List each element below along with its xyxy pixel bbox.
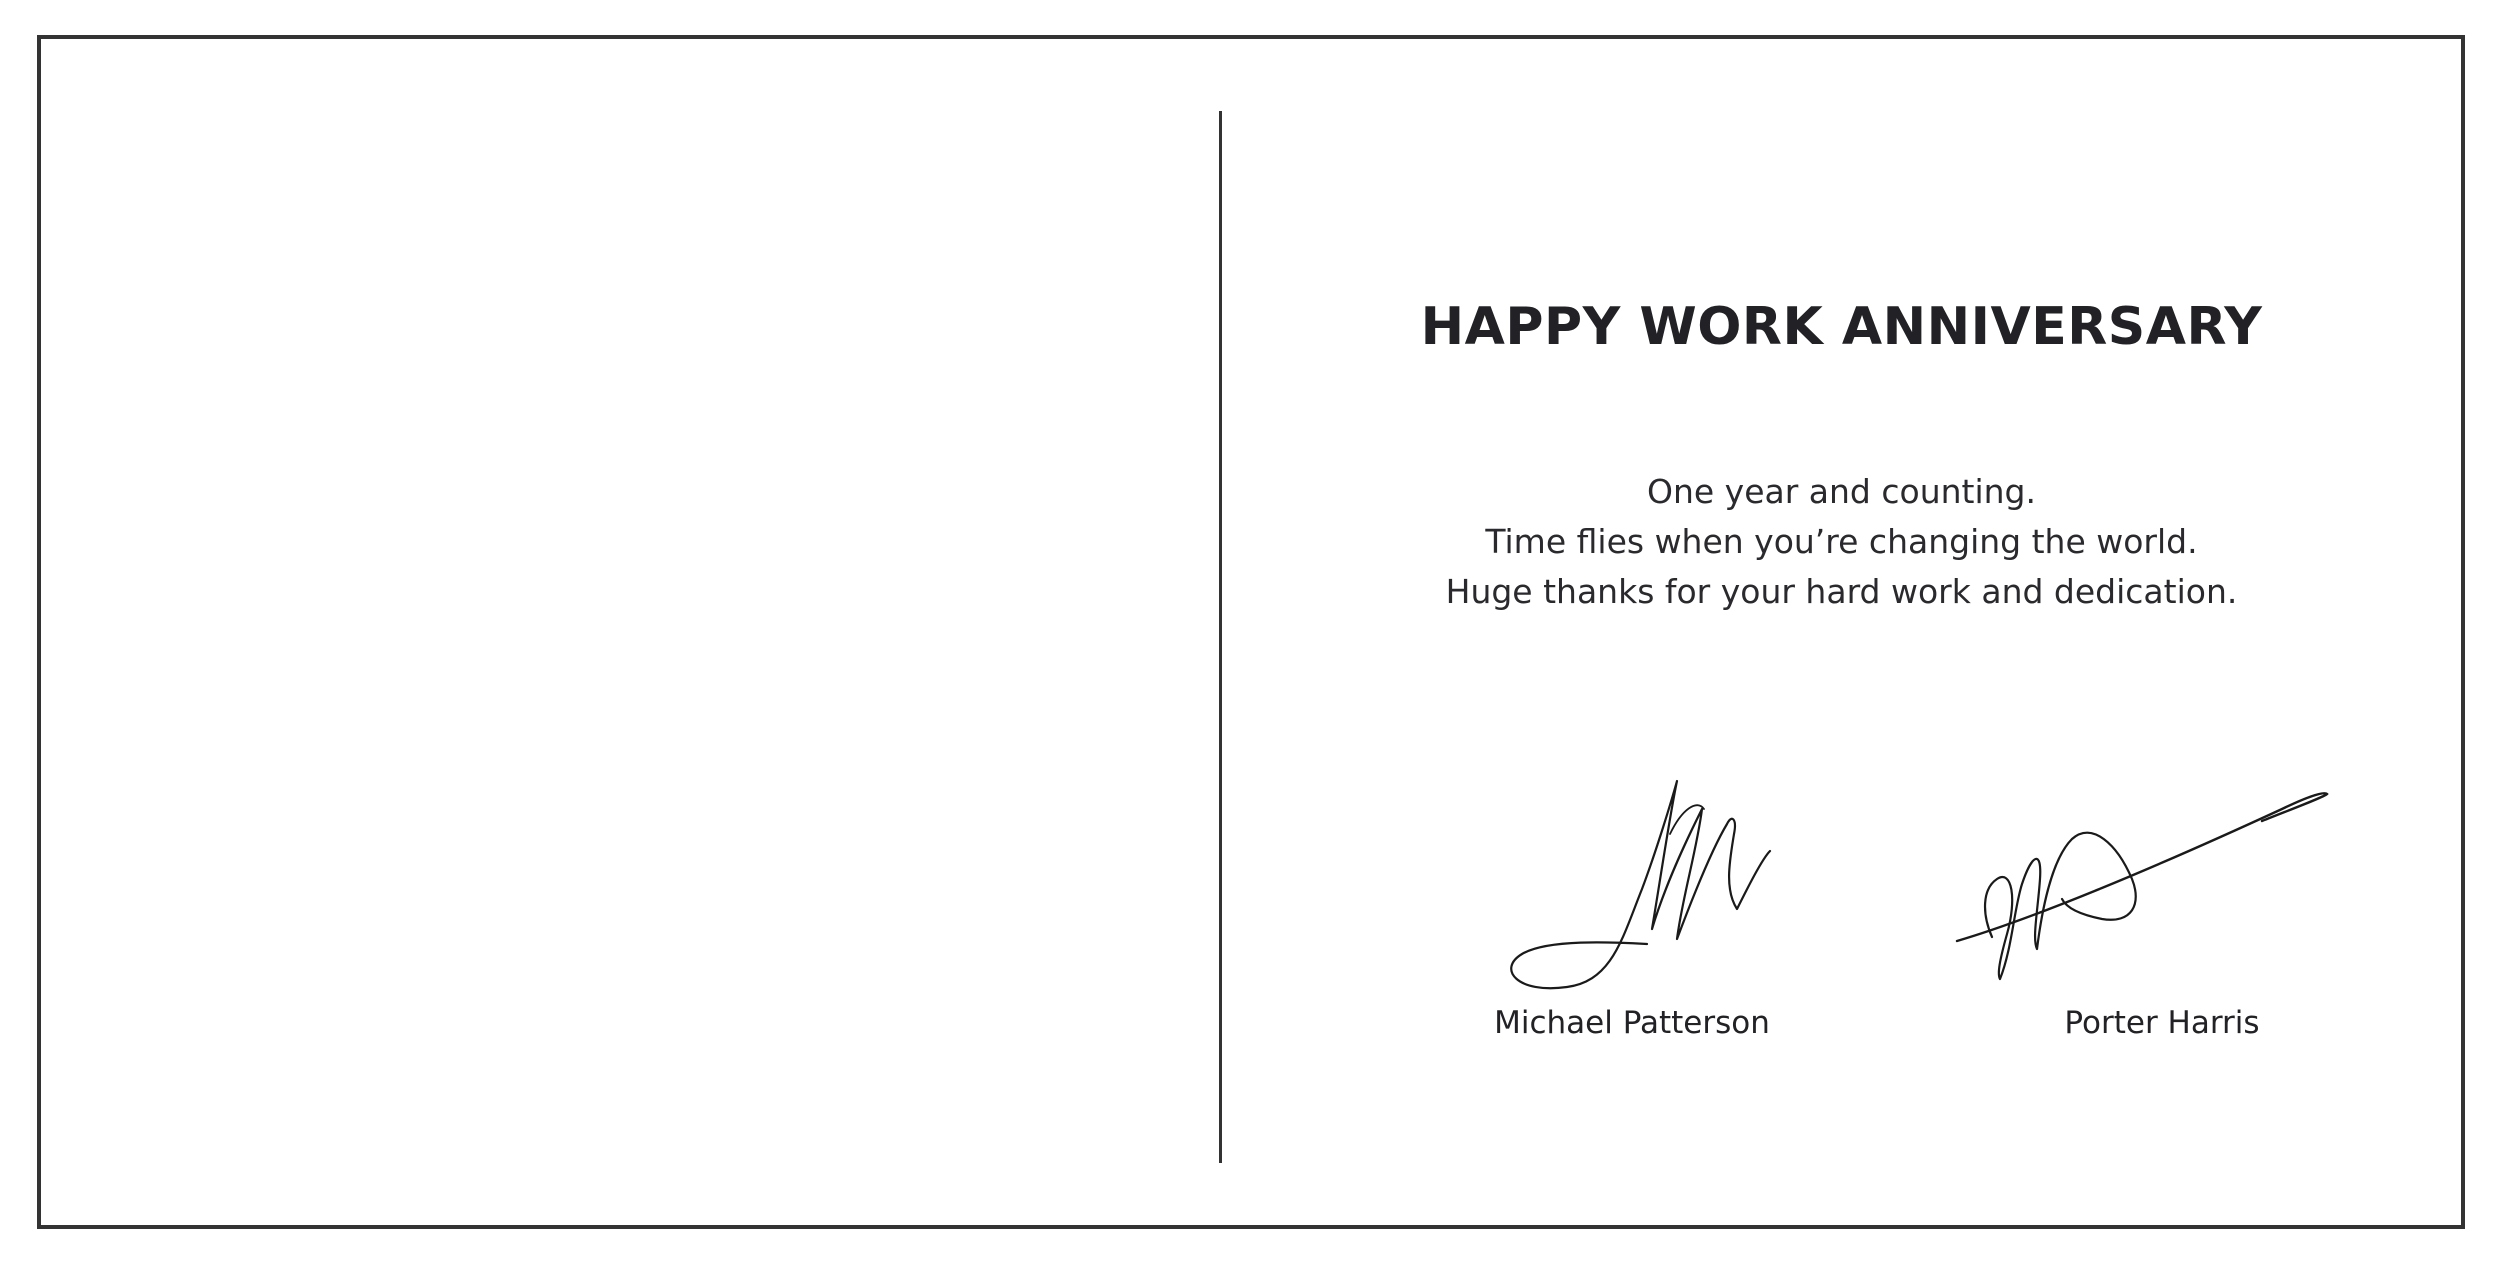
signer-name-porter: Porter Harris bbox=[2064, 1005, 2260, 1041]
signature-porter-harris bbox=[1952, 749, 2332, 989]
message-line: Huge thanks for your hard work and dedication. bbox=[1445, 572, 2238, 611]
card-headline: HAPPY WORK ANNIVERSARY bbox=[1420, 297, 2263, 357]
card-right-panel bbox=[1222, 39, 2461, 1225]
card-left-panel bbox=[41, 39, 1219, 1225]
greeting-card bbox=[37, 35, 2465, 1229]
card-message bbox=[1222, 467, 2461, 617]
signature-michael-patterson bbox=[1492, 739, 1772, 999]
message-line: Time flies when you’re changing the world. bbox=[1485, 522, 2198, 561]
message-line: One year and counting. bbox=[1647, 472, 2036, 511]
signer-name-michael: Michael Patterson bbox=[1494, 1005, 1770, 1041]
